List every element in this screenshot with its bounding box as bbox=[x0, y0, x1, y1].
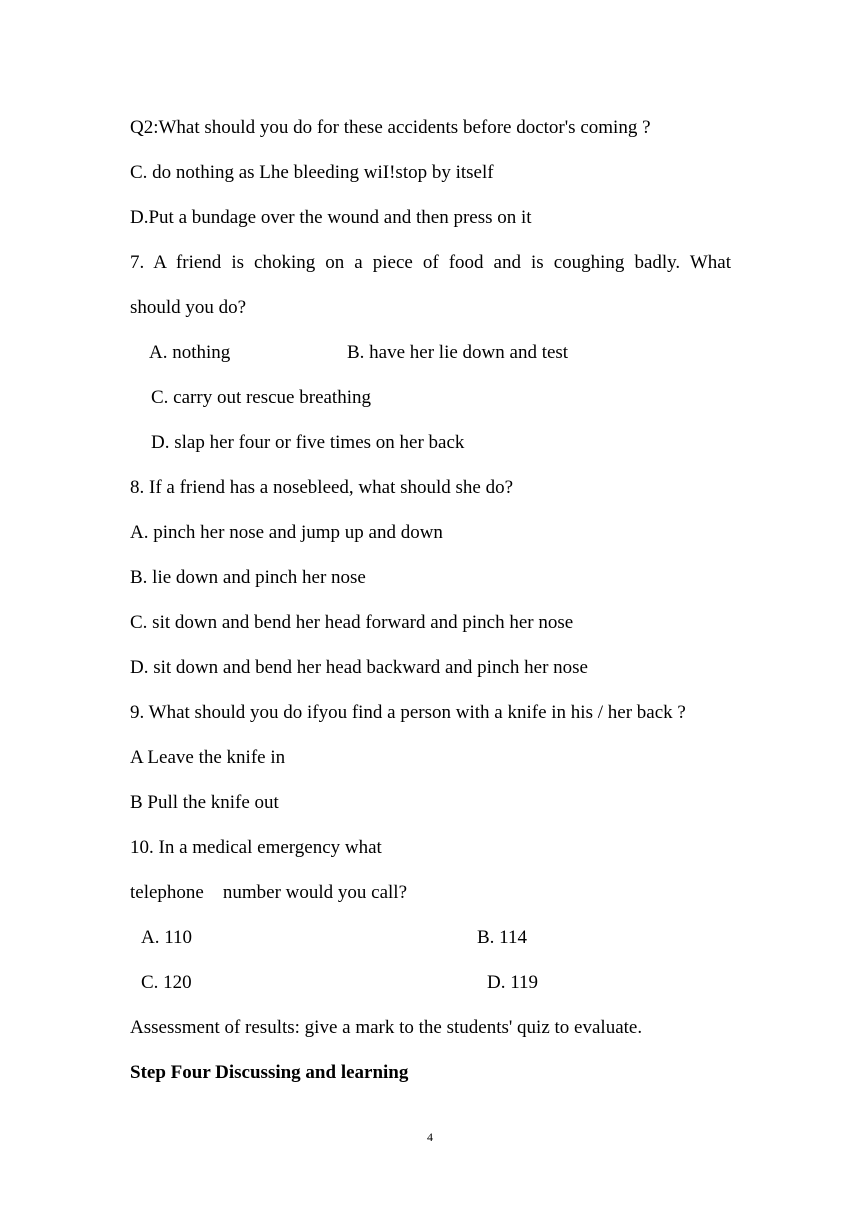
q10-option-a: A. 110 bbox=[141, 927, 193, 948]
q10-option-b: B. 114 bbox=[477, 927, 527, 948]
q9-option-a: A Leave the knife in bbox=[130, 747, 286, 768]
q8-option-a: A. pinch her nose and jump up and down bbox=[130, 522, 443, 543]
q7-option-d: D. slap her four or five times on her back bbox=[151, 432, 465, 453]
q2-option-c: C. do nothing as Lhe bleeding wiI!stop by itself bbox=[130, 162, 494, 183]
page-number: 4 bbox=[427, 1130, 433, 1144]
q8-option-d: D. sit down and bend her head backward and pinch her nose bbox=[130, 657, 588, 678]
q10-option-d: D. 119 bbox=[487, 972, 539, 993]
step-heading: Step Four Discussing and learning bbox=[130, 1062, 409, 1083]
q10-question-line1: 10. In a medical emergency what bbox=[130, 837, 382, 858]
q2-question: Q2:What should you do for these accidents before doctor's coming ? bbox=[130, 117, 651, 138]
q7-question-line2: should you do? bbox=[130, 297, 247, 318]
q9-question: 9. What should you do ifyou find a person with a knife in his / her back ? bbox=[130, 702, 686, 723]
q7-question-line1: 7. A friend is choking on a piece of food and is coughing badly. What bbox=[130, 252, 731, 273]
q8-question: 8. If a friend has a nosebleed, what should she do? bbox=[130, 477, 514, 498]
q2-option-d: D.Put a bundage over the wound and then press on it bbox=[130, 207, 532, 228]
q9-option-b: B Pull the knife out bbox=[130, 792, 279, 813]
q7-option-c: C. carry out rescue breathing bbox=[151, 387, 371, 408]
q10-option-c: C. 120 bbox=[141, 972, 192, 993]
assessment-text: Assessment of results: give a mark to the students' quiz to evaluate. bbox=[130, 1017, 643, 1038]
q8-option-b: B. lie down and pinch her nose bbox=[130, 567, 366, 588]
q7-option-a: A. nothing bbox=[149, 342, 231, 363]
q7-option-b: B. have her lie down and test bbox=[347, 342, 569, 363]
q8-option-c: C. sit down and bend her head forward and pinch her nose bbox=[130, 612, 574, 633]
q10-question-line2: telephone number would you call? bbox=[130, 882, 408, 903]
